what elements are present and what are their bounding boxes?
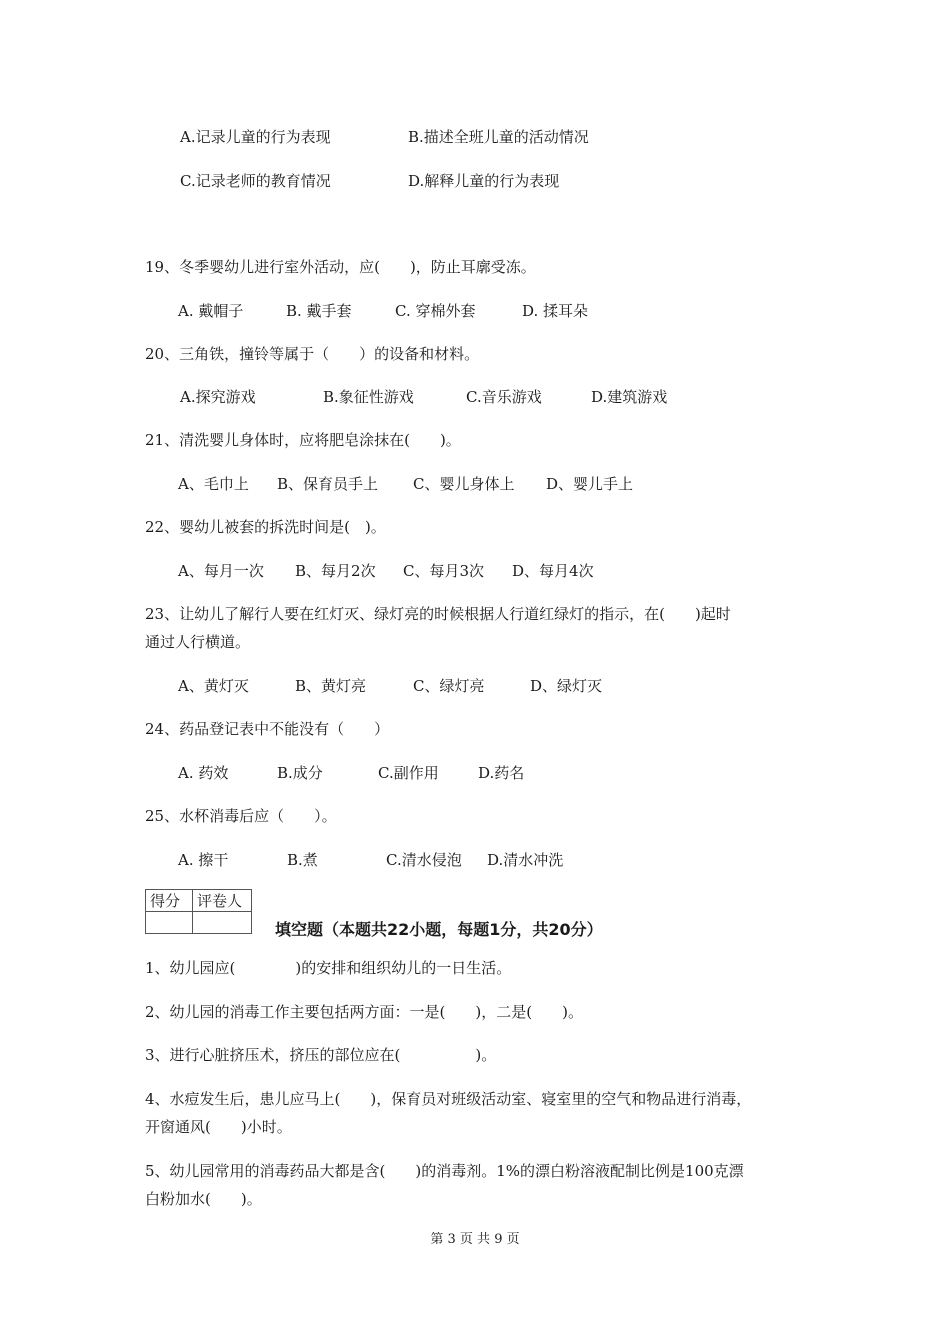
fill-q5-line2: 白粉加水( )。: [145, 1190, 262, 1208]
q18-option-a: A.记录儿童的行为表现: [180, 128, 331, 146]
score-cell[interactable]: [146, 912, 193, 934]
grader-cell[interactable]: [193, 912, 252, 934]
q19-option-d: D. 揉耳朵: [522, 302, 589, 320]
q22-stem: 22、婴幼儿被套的拆洗时间是( )。: [145, 518, 386, 536]
page-footer: 第 3 页 共 9 页: [430, 1232, 520, 1247]
score-header: 得分: [146, 890, 193, 912]
q23-stem-line1: 23、让幼儿了解行人要在红灯灭、绿灯亮的时候根据人行道红绿灯的指示，在( )起时: [145, 605, 731, 623]
fill-q4-line1: 4、水痘发生后，患儿应马上( )，保育员对班级活动室、寝室里的空气和物品进行消毒，: [145, 1090, 752, 1108]
q25-option-b: B.煮: [287, 851, 318, 869]
q24-stem: 24、药品登记表中不能没有（ ）: [145, 720, 390, 738]
q23-option-a: A、黄灯灭: [178, 677, 249, 695]
q24-option-b: B.成分: [277, 764, 323, 782]
q23-option-c: C、绿灯亮: [413, 677, 485, 695]
q25-option-d: D.清水冲洗: [487, 851, 564, 869]
fill-q5-line1: 5、幼儿园常用的消毒药品大都是含( )的消毒剂。1%的漂白粉溶液配制比例是100克漂: [145, 1162, 744, 1180]
q25-option-a: A. 擦干: [178, 851, 229, 869]
fill-q1: 1、幼儿园应( )的安排和组织幼儿的一日生活。: [145, 959, 512, 977]
q19-option-a: A. 戴帽子: [178, 302, 244, 320]
q22-option-b: B、每月2次: [295, 562, 376, 580]
q18-option-b: B.描述全班儿童的活动情况: [408, 128, 589, 146]
q24-option-d: D.药名: [478, 764, 525, 782]
fill-q3: 3、进行心脏挤压术，挤压的部位应在( )。: [145, 1046, 497, 1064]
q18-option-d: D.解释儿童的行为表现: [408, 172, 560, 190]
fill-q4-line2: 开窗通风( )小时。: [145, 1118, 292, 1136]
score-table: [145, 889, 252, 934]
q22-option-d: D、每月4次: [512, 562, 594, 580]
q19-option-b: B. 戴手套: [286, 302, 352, 320]
fill-q2: 2、幼儿园的消毒工作主要包括两方面：一是( )，二是( )。: [145, 1003, 583, 1021]
q23-option-b: B、黄灯亮: [295, 677, 367, 695]
q21-option-a: A、毛巾上: [178, 475, 249, 493]
grader-header: 评卷人: [193, 890, 252, 912]
q23-stem-line2: 通过人行横道。: [145, 633, 251, 651]
q20-stem: 20、三角铁，撞铃等属于（ ）的设备和材料。: [145, 345, 480, 363]
q24-option-c: C.副作用: [378, 764, 439, 782]
q20-option-d: D.建筑游戏: [591, 388, 668, 406]
section-title: 填空题（本题共22小题，每题1分，共20分）: [275, 920, 603, 939]
q20-option-b: B.象征性游戏: [323, 388, 414, 406]
q21-option-b: B、保育员手上: [277, 475, 379, 493]
q19-option-c: C. 穿棉外套: [395, 302, 476, 320]
q20-option-a: A.探究游戏: [180, 388, 256, 406]
q25-stem: 25、水杯消毒后应（ ）。: [145, 807, 337, 825]
q22-option-c: C、每月3次: [403, 562, 485, 580]
q25-option-c: C.清水侵泡: [386, 851, 462, 869]
q20-option-c: C.音乐游戏: [466, 388, 542, 406]
q21-option-c: C、婴儿身体上: [413, 475, 515, 493]
q23-option-d: D、绿灯灭: [530, 677, 603, 695]
q19-stem: 19、冬季婴幼儿进行室外活动，应( )，防止耳廓受冻。: [145, 258, 536, 276]
q21-stem: 21、清洗婴儿身体时，应将肥皂涂抹在( )。: [145, 431, 461, 449]
q18-option-c: C.记录老师的教育情况: [180, 172, 331, 190]
q24-option-a: A. 药效: [178, 764, 229, 782]
q22-option-a: A、每月一次: [178, 562, 264, 580]
q21-option-d: D、婴儿手上: [546, 475, 634, 493]
